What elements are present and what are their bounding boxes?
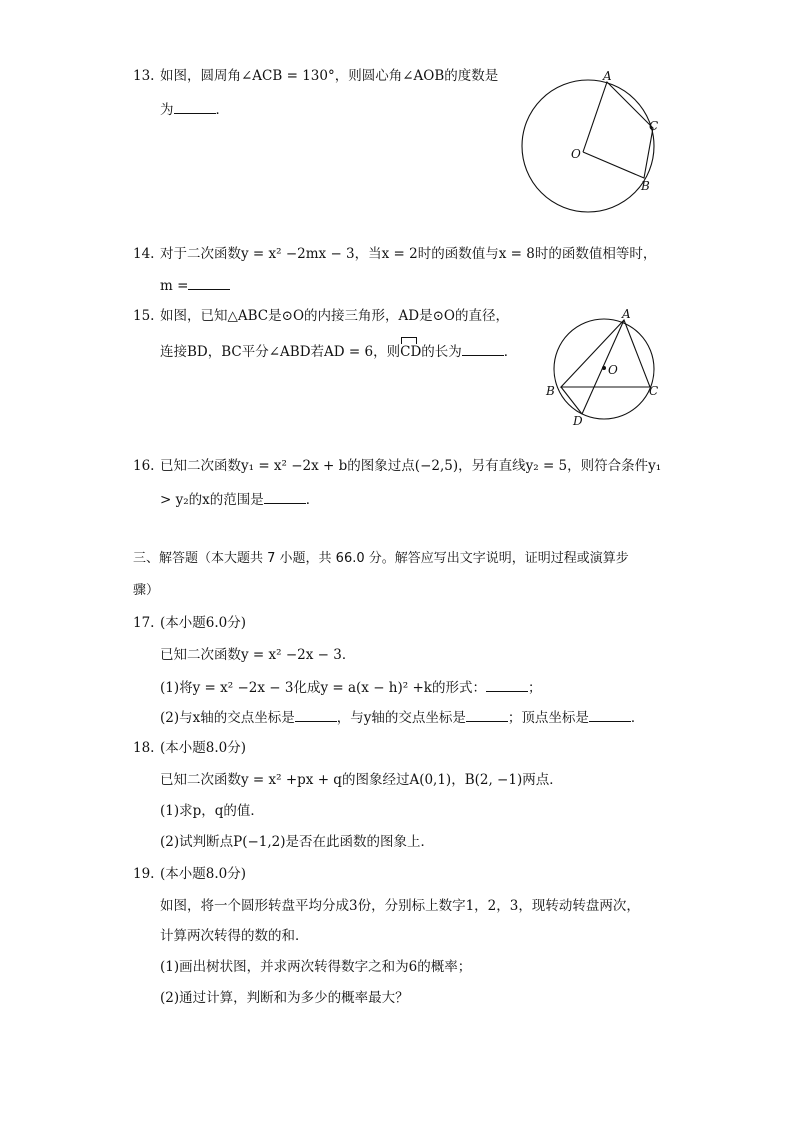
q17-part2-text-d: ． bbox=[630, 710, 645, 726]
q16-text-line2 bbox=[160, 489, 319, 510]
q15-text-line2 bbox=[160, 341, 517, 362]
section3-heading-line1: 三、解答题（本大题共 7 小题，共 66.0 分。解答应写出文字说明，证明过程或演算步 bbox=[133, 551, 629, 566]
section3-heading-line2: 骤） bbox=[133, 583, 160, 598]
q13-circle-figure bbox=[505, 66, 670, 221]
q15-label-d: D bbox=[573, 414, 583, 428]
q15-label-c: C bbox=[649, 384, 659, 398]
q17-stem: 已知二次函数y = x² −2x − 3． bbox=[160, 647, 356, 663]
q15-mid: 的长为 bbox=[421, 344, 462, 360]
q14-text-line2 bbox=[160, 275, 230, 296]
q13-prefix: 为 bbox=[160, 102, 174, 118]
q16-suffix: ． bbox=[305, 492, 320, 508]
q17-part2-text-a: (2)与x轴的交点坐标是 bbox=[160, 710, 295, 726]
q15-suffix: ． bbox=[503, 344, 518, 360]
q15-arc-label: CD bbox=[400, 344, 422, 360]
q17-part1 bbox=[160, 677, 541, 698]
q17-part1-text: (1)将y = x² −2x − 3化成y = a(x − h)² +k的形式： bbox=[160, 680, 486, 696]
q13-label-o: O bbox=[571, 147, 581, 161]
q14-number: 14. bbox=[133, 246, 155, 262]
q17-part1-suffix: ； bbox=[527, 680, 542, 696]
q13-label-c: C bbox=[649, 119, 659, 133]
q13-label-a: A bbox=[603, 69, 612, 83]
q19-part1: (1)画出树状图，并求两次转得数字之和为6的概率； bbox=[160, 959, 472, 975]
q13-number: 13. bbox=[133, 68, 155, 84]
arc-icon bbox=[401, 337, 417, 344]
q14-text-line1: 对于二次函数y = x² −2mx − 3，当x = 2时的函数值与x = 8时的函数值相等时， bbox=[160, 246, 657, 262]
q14-answer-blank[interactable] bbox=[188, 275, 230, 290]
q15-label-a: A bbox=[622, 307, 631, 321]
q16-number: 16. bbox=[133, 458, 155, 474]
q13-label-b: B bbox=[641, 179, 650, 193]
q13-text-line1: 如图，圆周角∠ACB = 130°，则圆心角∠AOB的度数是 bbox=[160, 68, 499, 84]
q17-part2-blank-x[interactable] bbox=[295, 707, 337, 722]
q16-prefix: > y₂的x的范围是 bbox=[160, 492, 264, 508]
q17-score: (本小题6.0分) bbox=[160, 615, 247, 631]
q15-text-line1: 如图，已知△ABC是⊙O的内接三角形，AD是⊙O的直径， bbox=[160, 308, 509, 324]
q19-score: (本小题8.0分) bbox=[160, 866, 247, 882]
q17-part2 bbox=[160, 707, 644, 728]
q19-number: 19. bbox=[133, 866, 155, 882]
q17-part1-blank[interactable] bbox=[486, 677, 528, 692]
q17-part2-text-c: ；顶点坐标是 bbox=[507, 710, 589, 726]
q17-part2-blank-vertex[interactable] bbox=[589, 707, 631, 722]
q15-arc-cd bbox=[400, 342, 421, 362]
q18-score: (本小题8.0分) bbox=[160, 740, 247, 756]
q15-prefix: 连接BD，BC平分∠ABD若AD = 6，则 bbox=[160, 344, 401, 360]
q13-text-line2 bbox=[160, 99, 229, 120]
q19-stem-line2: 计算两次转得的数的和． bbox=[160, 928, 309, 944]
q16-text-line1: 已知二次函数y₁ = x² −2x + b的图象过点(−2,5)，另有直线y₂ = 5，则符合条件y₁ bbox=[160, 458, 662, 474]
q15-answer-blank[interactable] bbox=[462, 341, 504, 356]
q16-answer-blank[interactable] bbox=[264, 489, 306, 504]
q14-prefix: m = bbox=[160, 278, 189, 294]
q17-part2-text-b: ，与y轴的交点坐标是 bbox=[336, 710, 466, 726]
q18-number: 18. bbox=[133, 740, 155, 756]
q15-number: 15. bbox=[133, 308, 155, 324]
q18-part2: (2)试判断点P(−1,2)是否在此函数的图象上． bbox=[160, 834, 435, 850]
q15-label-b: B bbox=[546, 384, 555, 398]
q18-stem: 已知二次函数y = x² +px + q的图象经过A(0,1)，B(2, −1)两点． bbox=[160, 772, 563, 788]
q19-stem-line1: 如图，将一个圆形转盘平均分成3份，分别标上数字1，2，3，现转动转盘两次， bbox=[160, 898, 640, 914]
q18-part1: (1)求p，q的值． bbox=[160, 803, 264, 819]
q17-number: 17. bbox=[133, 615, 155, 631]
q13-answer-blank[interactable] bbox=[174, 99, 216, 114]
q19-part2: (2)通过计算，判断和为多少的概率最大？ bbox=[160, 990, 409, 1006]
q15-circle-figure bbox=[540, 306, 665, 431]
q13-suffix: ． bbox=[215, 102, 229, 118]
q15-label-o: O bbox=[608, 363, 618, 377]
q17-part2-blank-y[interactable] bbox=[466, 707, 508, 722]
